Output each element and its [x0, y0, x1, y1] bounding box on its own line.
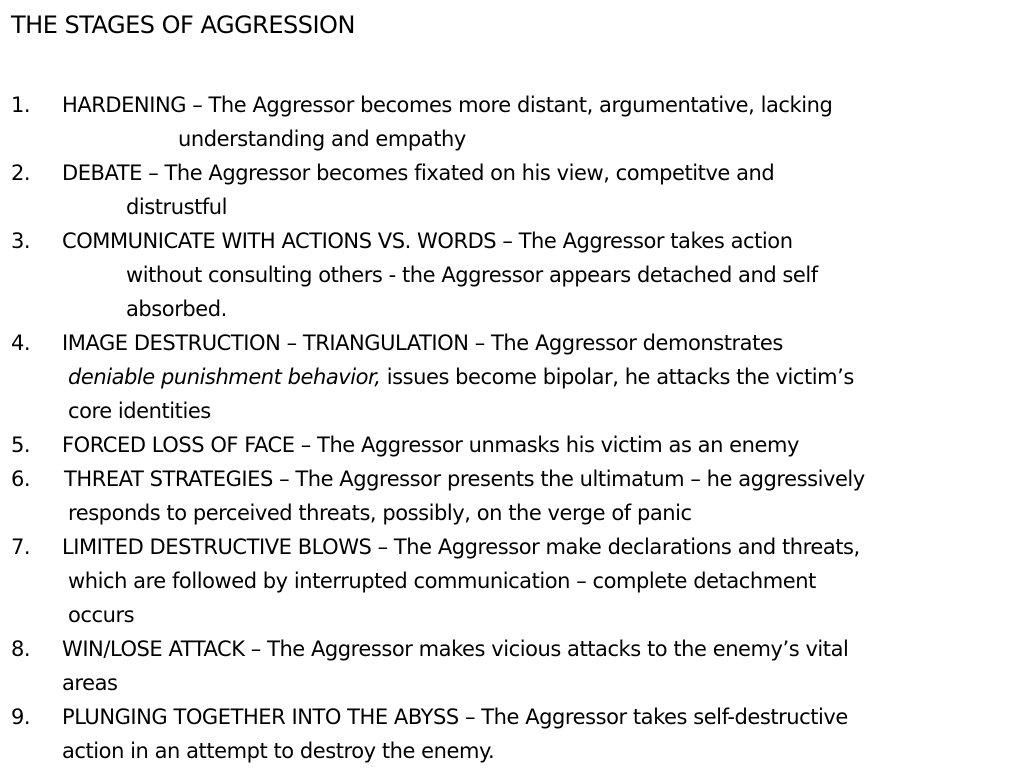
- item-text: FORCED LOSS OF FACE – The Aggressor unmasks his victim as an enemy: [62, 433, 799, 457]
- item-text: responds to perceived threats, possibly, on the verge of panic: [68, 501, 692, 525]
- item-text: LIMITED DESTRUCTIVE BLOWS – The Aggressor make declarations and threats,: [62, 535, 860, 559]
- item-number: 1.: [11, 93, 31, 117]
- item-text: issues become bipolar, he attacks the victim’s: [380, 365, 854, 389]
- item-text: DEBATE – The Aggressor becomes fixated on his view, competitve and: [62, 161, 775, 185]
- item-text-italic: deniable punishment behavior,: [68, 365, 381, 389]
- item-text: without consulting others - the Aggressor appears detached and self: [126, 263, 818, 287]
- slide-title: THE STAGES OF AGGRESSION: [11, 11, 355, 39]
- item-text: WIN/LOSE ATTACK – The Aggressor makes vicious attacks to the enemy’s vital: [62, 637, 849, 661]
- item-text: PLUNGING TOGETHER INTO THE ABYSS – The Aggressor takes self-destructive: [62, 705, 848, 729]
- item-number: 3.: [11, 229, 31, 253]
- item-text-mixed: [68, 360, 854, 394]
- item-text: areas: [62, 671, 118, 695]
- item-text: occurs: [68, 603, 135, 627]
- item-number: 4.: [11, 331, 31, 355]
- item-number: 6.: [11, 467, 31, 491]
- item-text: understanding and empathy: [178, 127, 466, 151]
- item-text: distrustful: [126, 195, 228, 219]
- item-text: core identities: [68, 399, 211, 423]
- item-text: HARDENING – The Aggressor becomes more distant, argumentative, lacking: [62, 93, 833, 117]
- item-text: absorbed.: [126, 297, 227, 321]
- item-number: 9.: [11, 705, 31, 729]
- item-number: 7.: [11, 535, 31, 559]
- item-number: 8.: [11, 637, 31, 661]
- item-number: 5.: [11, 433, 31, 457]
- item-text: THREAT STRATEGIES – The Aggressor presents the ultimatum – he aggressively: [64, 467, 865, 491]
- item-text: IMAGE DESTRUCTION – TRIANGULATION – The Aggressor demonstrates: [62, 331, 783, 355]
- item-text: COMMUNICATE WITH ACTIONS VS. WORDS – The Aggressor takes action: [62, 229, 793, 253]
- item-number: 2.: [11, 161, 31, 185]
- item-text: which are followed by interrupted communication – complete detachment: [68, 569, 816, 593]
- item-text: action in an attempt to destroy the enemy.: [62, 739, 495, 763]
